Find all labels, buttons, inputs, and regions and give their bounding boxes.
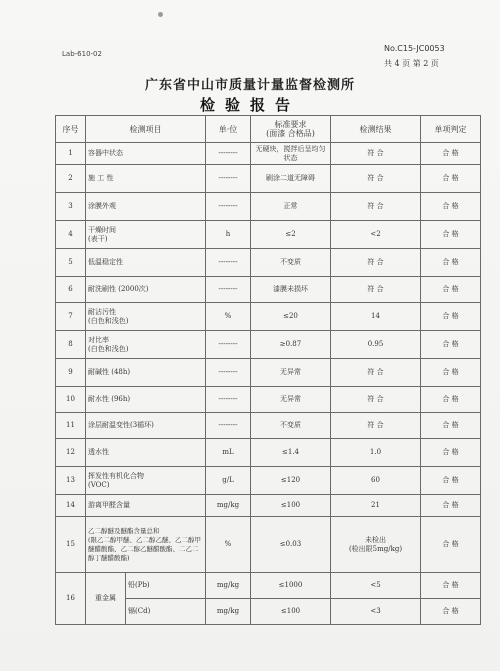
row-requirement: ≤1.4 <box>251 439 331 467</box>
row-requirement: 无异常 <box>251 387 331 413</box>
row-verdict: 合 格 <box>421 165 481 193</box>
row-result: 符 合 <box>331 277 421 303</box>
row-result: <2 <box>331 221 421 249</box>
row-verdict: 合 格 <box>421 221 481 249</box>
row-verdict: 合 格 <box>421 599 481 625</box>
lab-code: Lab-610-02 <box>62 50 102 58</box>
row-result: 符 合 <box>331 143 421 165</box>
table-row <box>56 193 481 221</box>
row-item: 施 工 性 <box>86 165 206 193</box>
row-result: 60 <box>331 467 421 495</box>
row-verdict: 合 格 <box>421 495 481 517</box>
row-verdict: 合 格 <box>421 387 481 413</box>
row-unit: -------- <box>206 193 251 221</box>
row-requirement: ≤20 <box>251 303 331 331</box>
row-verdict: 合 格 <box>421 467 481 495</box>
row-requirement: ≤2 <box>251 221 331 249</box>
row-result: <5 <box>331 573 421 599</box>
row-item: 透水性 <box>86 439 206 467</box>
row-unit: -------- <box>206 249 251 277</box>
row-unit: g/L <box>206 467 251 495</box>
row-verdict: 合 格 <box>421 517 481 573</box>
row-verdict: 合 格 <box>421 413 481 439</box>
row-unit: h <box>206 221 251 249</box>
row-item: 容器中状态 <box>86 143 206 165</box>
row-requirement: ≤120 <box>251 467 331 495</box>
row-unit: -------- <box>206 277 251 303</box>
row-verdict: 合 格 <box>421 573 481 599</box>
row-verdict: 合 格 <box>421 193 481 221</box>
row-verdict: 合 格 <box>421 439 481 467</box>
page-info: 共 4 页 第 2 页 <box>384 59 439 68</box>
table-row <box>56 303 481 331</box>
row-no: 11 <box>56 413 86 439</box>
row-result: 符 合 <box>331 359 421 387</box>
row-requirement: ≤100 <box>251 495 331 517</box>
row-requirement: ≤0.03 <box>251 517 331 573</box>
row-item: 低温稳定性 <box>86 249 206 277</box>
col-header-unit: 单·位 <box>206 116 251 143</box>
col-header-item: 检测项目 <box>86 116 206 143</box>
row-result: 符 合 <box>331 249 421 277</box>
row-verdict: 合 格 <box>421 331 481 359</box>
row-no: 13 <box>56 467 86 495</box>
report-number: No.C15-JC0053 <box>384 44 445 53</box>
row-requirement: 无异常 <box>251 359 331 387</box>
row-verdict: 合 格 <box>421 303 481 331</box>
row-item: 耐碱性 (48h) <box>86 359 206 387</box>
row-result: 0.95 <box>331 331 421 359</box>
row-no: 10 <box>56 387 86 413</box>
row-no: 8 <box>56 331 86 359</box>
table-row <box>56 439 481 467</box>
row-no: 12 <box>56 439 86 467</box>
row-subitem: 镉(Cd) <box>126 599 206 625</box>
row-verdict: 合 格 <box>421 143 481 165</box>
row-no: 2 <box>56 165 86 193</box>
table-row <box>56 331 481 359</box>
row-item: 乙二醇醚及醚酯含量总和 (限乙二醇甲醚、乙二醇乙醚、乙二醇甲醚醋酸酯、乙二醇乙醚醋酸酯、二乙二醇丁醚醋酸酯) <box>86 517 206 573</box>
row-no: 16 <box>56 573 86 625</box>
col-header-requirement: 标准要求 (面漆 合格品) <box>251 116 331 143</box>
table-row <box>56 143 481 165</box>
row-item: 对比率 (白色和浅色) <box>86 331 206 359</box>
row-requirement: ≤1000 <box>251 573 331 599</box>
table-row <box>56 495 481 517</box>
row-unit: -------- <box>206 331 251 359</box>
row-unit: -------- <box>206 387 251 413</box>
table-row <box>56 249 481 277</box>
row-no: 9 <box>56 359 86 387</box>
row-unit: % <box>206 303 251 331</box>
row-result: 21 <box>331 495 421 517</box>
row-unit: -------- <box>206 359 251 387</box>
row-item: 挥发性有机化合物 (VOC) <box>86 467 206 495</box>
col-header-no: 序号 <box>56 116 86 143</box>
table-row <box>56 573 481 599</box>
row-verdict: 合 格 <box>421 277 481 303</box>
row-item: 涂膜外观 <box>86 193 206 221</box>
row-unit: mg/kg <box>206 599 251 625</box>
row-result: 14 <box>331 303 421 331</box>
table-row <box>56 221 481 249</box>
row-requirement: ≥0.87 <box>251 331 331 359</box>
row-no: 7 <box>56 303 86 331</box>
row-no: 3 <box>56 193 86 221</box>
row-item: 游离甲醛含量 <box>86 495 206 517</box>
row-no: 6 <box>56 277 86 303</box>
row-result: <3 <box>331 599 421 625</box>
row-result: 符 合 <box>331 413 421 439</box>
row-item: 重金属 <box>86 573 126 625</box>
row-item: 耐洗刷性 (2000次) <box>86 277 206 303</box>
table-header-row <box>56 116 481 143</box>
row-requirement: 正常 <box>251 193 331 221</box>
table-row <box>56 387 481 413</box>
row-verdict: 合 格 <box>421 359 481 387</box>
row-item: 涂层耐温变性(3循环) <box>86 413 206 439</box>
row-requirement: 不变质 <box>251 249 331 277</box>
row-no: 1 <box>56 143 86 165</box>
col-header-result: 检测结果 <box>331 116 421 143</box>
row-requirement: 刷涂二道无障碍 <box>251 165 331 193</box>
row-requirement: ≤100 <box>251 599 331 625</box>
row-result: 1.0 <box>331 439 421 467</box>
row-result: 符 合 <box>331 165 421 193</box>
table-row <box>56 359 481 387</box>
organization-name: 广东省中山市质量计量监督检测所 <box>144 78 355 93</box>
row-verdict: 合 格 <box>421 249 481 277</box>
table-row <box>56 165 481 193</box>
table-row <box>56 277 481 303</box>
paper-blemish <box>158 12 163 17</box>
row-unit: mg/kg <box>206 495 251 517</box>
row-unit: % <box>206 517 251 573</box>
row-requirement: 无硬块，搅拌后呈均匀状态 <box>251 143 331 165</box>
col-header-verdict: 单项判定 <box>421 116 481 143</box>
report-title: 检验报告 <box>199 96 300 114</box>
row-subitem: 铅(Pb) <box>126 573 206 599</box>
row-no: 4 <box>56 221 86 249</box>
table-row <box>56 467 481 495</box>
table-row <box>56 413 481 439</box>
table-row <box>56 517 481 573</box>
row-requirement: 漆膜未损坏 <box>251 277 331 303</box>
row-result: 未检出 (检出限5mg/kg) <box>331 517 421 573</box>
row-no: 14 <box>56 495 86 517</box>
row-unit: -------- <box>206 143 251 165</box>
row-no: 5 <box>56 249 86 277</box>
inspection-table <box>55 115 481 625</box>
row-unit: mL <box>206 439 251 467</box>
row-unit: -------- <box>206 413 251 439</box>
row-requirement: 不变质 <box>251 413 331 439</box>
row-result: 符 合 <box>331 387 421 413</box>
row-no: 15 <box>56 517 86 573</box>
row-unit: mg/kg <box>206 573 251 599</box>
row-item: 干燥时间 (表干) <box>86 221 206 249</box>
row-item: 耐水性 (96h) <box>86 387 206 413</box>
row-item: 耐沾污性 (白色和浅色) <box>86 303 206 331</box>
row-unit: -------- <box>206 165 251 193</box>
row-result: 符 合 <box>331 193 421 221</box>
